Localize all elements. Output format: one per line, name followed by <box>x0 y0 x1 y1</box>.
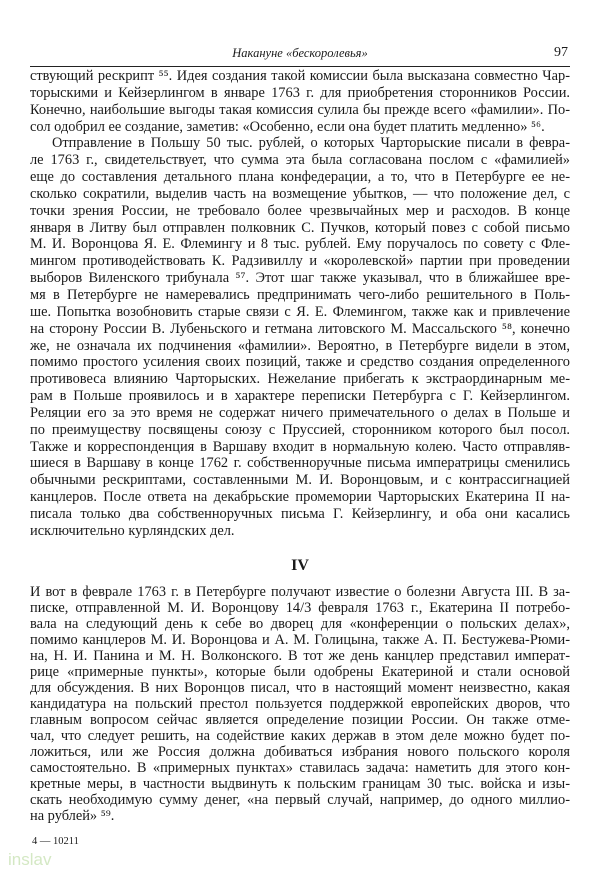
text-line: вала на следующий день к себе во дворец для «конференции о польских делах», <box>30 616 570 632</box>
text-line: обычными рескриптами, составленными М. И. Воронцовым, и с контрассигнацией <box>30 472 570 489</box>
text-line: выборов Виленского трибунала ⁵⁷. Этот шаг также указывал, что в ближайшее вре- <box>30 270 570 287</box>
text-line: М. И. Воронцова Я. Е. Флемингу и 8 тыс. рублей. Ему поручалось по совету с Фле- <box>30 236 570 253</box>
text-line: Конечно, наибольшие выгоды такая комиссия сулила бы прежде всего «фамилии». По- <box>30 101 570 118</box>
text-line: кандидатура на польский престол пользуется поддержкой европейских дворов, что <box>30 696 570 712</box>
text-line: шиеся в Варшаву в конце 1762 г. собственноручные письма императрицы сменились <box>30 455 570 472</box>
text-line: на, Н. И. Панина и М. Н. Волконского. В тот же день канцлер представил императ- <box>30 648 570 664</box>
text-line: ствующий рескрипт ⁵⁵. Идея создания такой комиссии была высказана совместно Чар- <box>30 68 570 84</box>
text-line: сол одобрил ее создание, заметив: «Особенно, если она будет платить медленно» ⁵⁶. <box>30 118 545 135</box>
header-rule <box>30 66 570 67</box>
text-line: И вот в феврале 1763 г. в Петербурге получают известие о болезни Августа III. В за- <box>30 584 570 600</box>
text-line: для обсуждения. В них Воронцов писал, что в настоящий момент неизвестно, какая <box>30 680 570 696</box>
text-line: рам в Польше проявилось и в характере переписки Петербурга с Г. Кейзерлингом. <box>30 388 570 405</box>
text-line: января в Литву был отправлен полковник С. Пучков, который повез с собой письмо <box>30 219 570 236</box>
text-line: рице «примерные пункты», которые были одобрены Екатериной и стали основой <box>30 664 570 680</box>
body-text-paragraphs-1-2 <box>30 68 570 540</box>
text-line: главным вопросом сейчас является определение позиции России. Он также отме- <box>30 712 570 728</box>
body-text-paragraph-3 <box>30 584 570 824</box>
text-line: противовеса влиянию Чарторыских. Нежелание прибегать к экстраординарным ме- <box>30 371 570 388</box>
running-title: Накануне «бескоролевья» <box>232 46 368 60</box>
text-line: самостоятельно. В «примерных пунктах» ставилась задача: наметить для этого кон- <box>30 760 570 776</box>
text-line: писала только два собственноручных письма Г. Кейзерлингу, и оба они касались <box>30 505 570 522</box>
text-line: Реляции его за это время не содержат ничего примечательного о делах в Польше и <box>30 404 570 421</box>
running-head <box>30 46 570 64</box>
section-heading: IV <box>291 557 309 574</box>
text-line: ложиться, или же Россия должна добиваться избрания нового польского короля <box>30 744 570 760</box>
text-line: чал, что следует решить, на содействие каких держав в этом деле можно будет по- <box>30 728 570 744</box>
text-line: писке, отправленной М. И. Воронцову 14/3 февраля 1763 г., Екатерина II потребо- <box>30 600 570 616</box>
text-line: же, не означала их подчинения «фамилии». Вероятно, в Петербурге видели в этом, <box>30 337 570 354</box>
text-line: помимо канцлеров М. И. Воронцова и А. М. Голицына, также А. П. Бестужева-Рюми- <box>30 632 570 648</box>
text-line: еще до составления детального плана конфедерации, а то, что в Петербурге ее не- <box>30 169 570 186</box>
text-line: на рублей» ⁵⁹. <box>30 808 115 824</box>
text-line: по преимуществу посвящены союзу с Пруссией, сторонником которого был посол. <box>30 421 570 438</box>
text-line: Также и корреспонденция в Варшаву входит в нормальную колею. Часто отправляв- <box>30 438 570 455</box>
text-line: сколько сократили, выделив часть на возмещение убытков, — что положение дел, с <box>30 185 570 202</box>
watermark: inslav <box>8 850 52 869</box>
text-line: скать необходимую сумму денег, «на первый случай, например, до одного миллио- <box>30 792 570 808</box>
text-line: кретные меры, в частности выдвинуть к польским границам 30 тыс. войска и изы- <box>30 776 570 792</box>
text-line: точки зрения России, не требовало более чрезвычайных мер и расходов. В конце <box>30 202 570 219</box>
text-line: ше. Попытка возобновить старые связи с Я. Е. Флемингом, также как и привлечение <box>30 303 570 320</box>
text-line: мя в Петербурге не намеревались предпринимать чего-либо решительного в Поль- <box>30 286 570 303</box>
text-line: мингом противодействовать К. Радзивиллу и «королевской» партии при проведении <box>30 253 570 270</box>
text-line: Отправление в Польшу 50 тыс. рублей, о которых Чарторыские писали в февра- <box>52 135 570 152</box>
page-number: 97 <box>554 45 568 60</box>
text-line: ле 1763 г., свидетельствует, что сумма эта была согласована послом с «фамилией» <box>30 152 570 169</box>
text-line: помимо простого усиления своих позиций, также и средство создания определенного <box>30 354 570 371</box>
text-line: на сторону России В. Лубеньского и гетмана литовского М. Массальского ⁵⁸, конечно <box>30 320 570 337</box>
text-line: канцлеров. После ответа на декабрьские промемории Чарторыских Екатерина II на- <box>30 489 570 506</box>
text-line: торыскими и Кейзерлингом в январе 1763 г. для приобретения сторонников России. <box>30 84 570 101</box>
text-line: исключительно курляндских дел. <box>30 522 235 539</box>
signature-mark: 4 — 10211 <box>32 836 79 847</box>
